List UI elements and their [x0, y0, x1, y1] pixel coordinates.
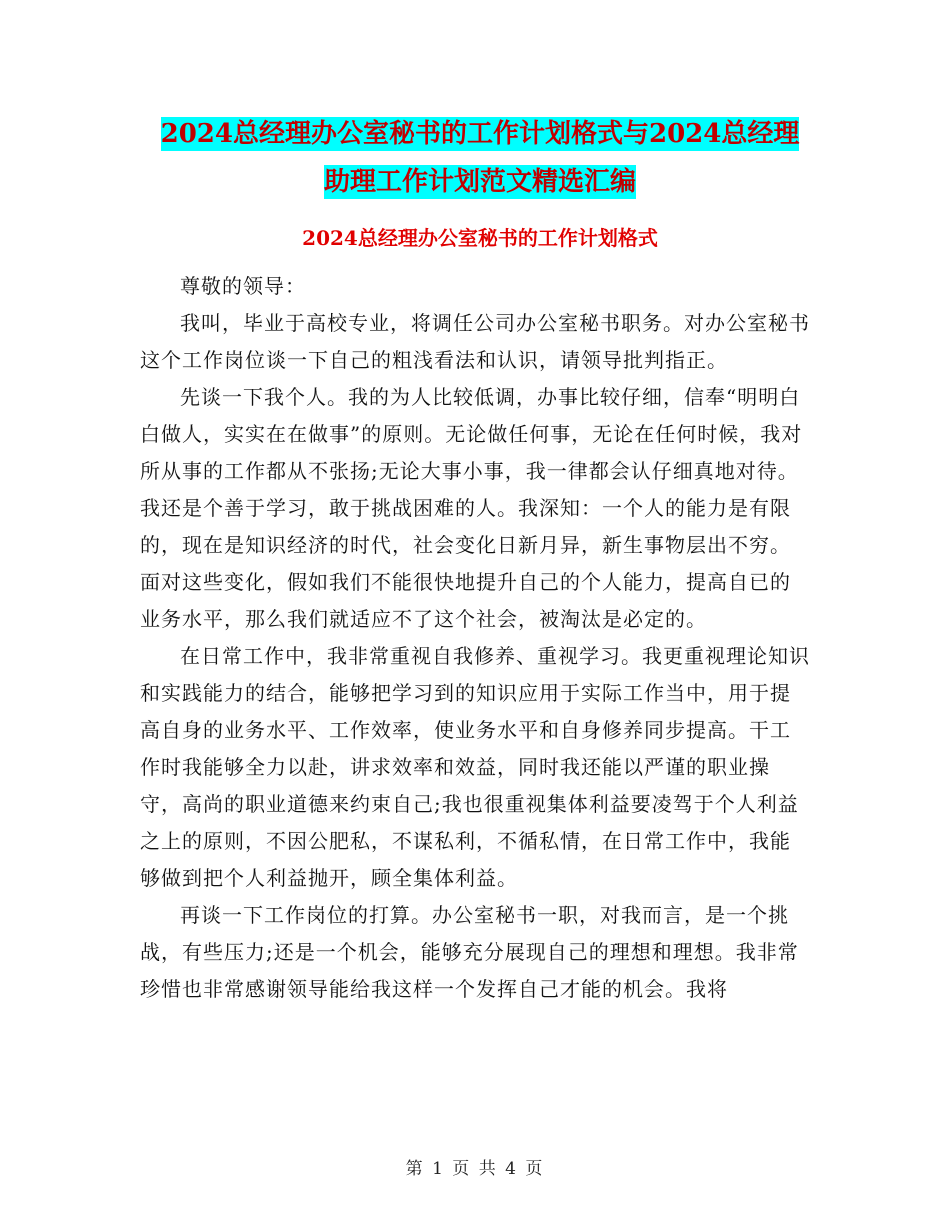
paragraph: 再谈一下工作岗位的打算。办公室秘书一职，对我而言，是一个挑战，有些压力;还是一个机会，能够充分展现自己的理想和理想。我非常珍惜也非常感谢领导能给我这样一个发挥自己才能的机会。我将	[140, 903, 799, 1001]
document-title-line-1: 2024总经理办公室秘书的工作计划格式与2024总经理	[160, 119, 800, 149]
document-body	[140, 268, 810, 1008]
paragraph-salutation: 尊敬的领导：	[180, 274, 306, 298]
document-title-line-2: 助理工作计划范文精选汇编	[323, 167, 636, 197]
section-heading: 2024总经理办公室秘书的工作计划格式	[302, 226, 658, 250]
document-title	[140, 110, 820, 206]
paragraph: 先谈一下我个人。我的为人比较低调，办事比较仔细，信奉“明明白白做人，实实在在做事”的原则。无论做任何事，无论在任何时候，我对所从事的工作都从不张扬;无论大事小事，我一律都会认仔细真地对待。我还是个善于学习，敢于挑战困难的人。我深知：一个人的能力是有限的，现在是知识经济的时代，社会变化日新月异，新生事物层出不穷。面对这些变化，假如我们不能很快地提升自己的个人能力，提高自已的业务水平，那么我们就适应不了这个社会，被淘汰是必定的。	[140, 385, 803, 631]
paragraph: 在日常工作中，我非常重视自我修养、重视学习。我更重视理论知识和实践能力的结合，能够把学习到的知识应用于实际工作当中，用于提高自身的业务水平、工作效率，使业务水平和自身修养同步提高。干工作时我能够全力以赴，讲求效率和效益，同时我还能以严谨的职业操守，高尚的职业道德来约束自己;我也很重视集体利益要凌驾于个人利益之上的原则，不因公肥私，不谋私利，不循私情，在日常工作中，我能够做到把个人利益抛开，顾全集体利益。	[140, 644, 810, 890]
paragraph: 我叫，毕业于高校专业，将调任公司办公室秘书职务。对办公室秘书这个工作岗位谈一下自己的粗浅看法和认识，请领导批判指正。	[140, 311, 810, 372]
page-number-footer: 第 1 页 共 4 页	[405, 1159, 545, 1179]
